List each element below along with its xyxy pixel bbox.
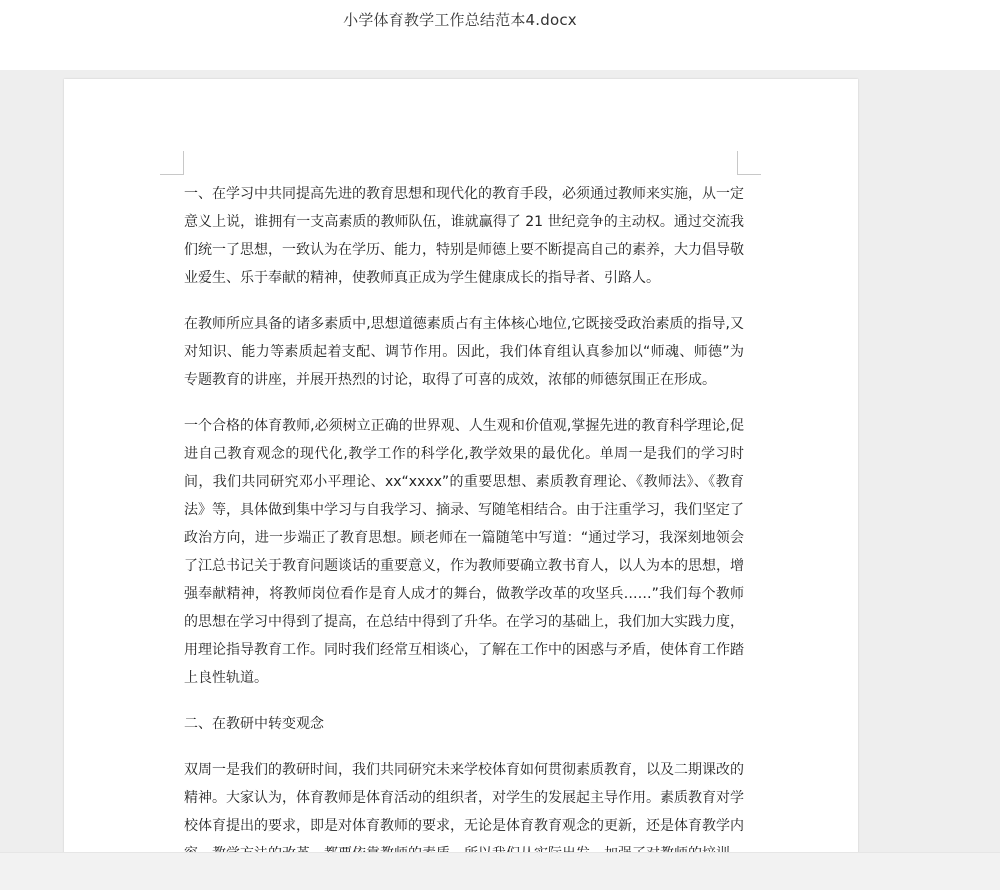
document-header: [0, 0, 1000, 70]
paragraph: 一个合格的体育教师,必须树立正确的世界观、人生观和价值观,掌握先进的教育科学理论,促进自己教育观念的现代化,教学工作的科学化,教学效果的最优化。单周一是我们的学习时间，我们共同研究邓小平理论、xx“xxxx”的重要思想、素质教育理论、《教师法》、《教育法》等，具体做到集中学习与自我学习、摘录、写随笔相结合。由于注重学习，我们坚定了政治方向，进一步端正了教育思想。顾老师在一篇随笔中写道：“通过学习，我深刻地领会了江总书记关于教育问题谈话的重要意义，作为教师要确立教书育人，以人为本的思想，增强奉献精神，将教师岗位看作是育人成才的舞台，做教学改革的攻坚兵……”我们每个教师的思想在学习中得到了提高，在总结中得到了升华。在学习的基础上，我们加大实践力度，用理论指导教育工作。同时我们经常互相谈心，了解在工作中的困惑与矛盾，使体育工作踏上良性轨道。: [184, 418, 744, 686]
document-title: 小学体育教学工作总结范本4.docx: [343, 11, 577, 29]
document-page: [64, 79, 858, 879]
paragraph: 在教师所应具备的诸多素质中,思想道德素质占有主体核心地位,它既接受政治素质的指导,又对知识、能力等素质起着支配、调节作用。因此，我们体育组认真参加以“师魂、师德”为专题教育的讲座，并展开热烈的讨论，取得了可喜的成效，浓郁的师德氛围正在形成。: [184, 316, 744, 388]
bottom-bar: [0, 852, 1000, 890]
section-heading: 二、在教研中转变观念: [184, 716, 324, 732]
paragraph: 双周一是我们的教研时间，我们共同研究未来学校体育如何贯彻素质教育，以及二期课改的精神。大家认为，体育教师是体育活动的组织者，对学生的发展起主导作用。素质教育对学校体育提出的要求，即是对体育教师的要求，无论是体育教育观念的更新，还是体育教学内: [184, 762, 744, 834]
paragraph: 一、在学习中共同提高先进的教育思想和现代化的教育手段，必须通过教师来实施，从一定意义上说，谁拥有一支高素质的教师队伍，谁就赢得了 21 世纪竞争的主动权。通过交流我们统一了思想，一致认为在学历、能力，特别是师德上要不断提高自己的素养，大力倡导敬业爱生、乐于奉献的精神，使教师真正成为学生健康成长的指导者、引路人。: [184, 186, 744, 286]
document-body: [184, 180, 744, 879]
margin-marker-top-left: [160, 151, 184, 175]
margin-marker-top-right: [737, 151, 761, 175]
